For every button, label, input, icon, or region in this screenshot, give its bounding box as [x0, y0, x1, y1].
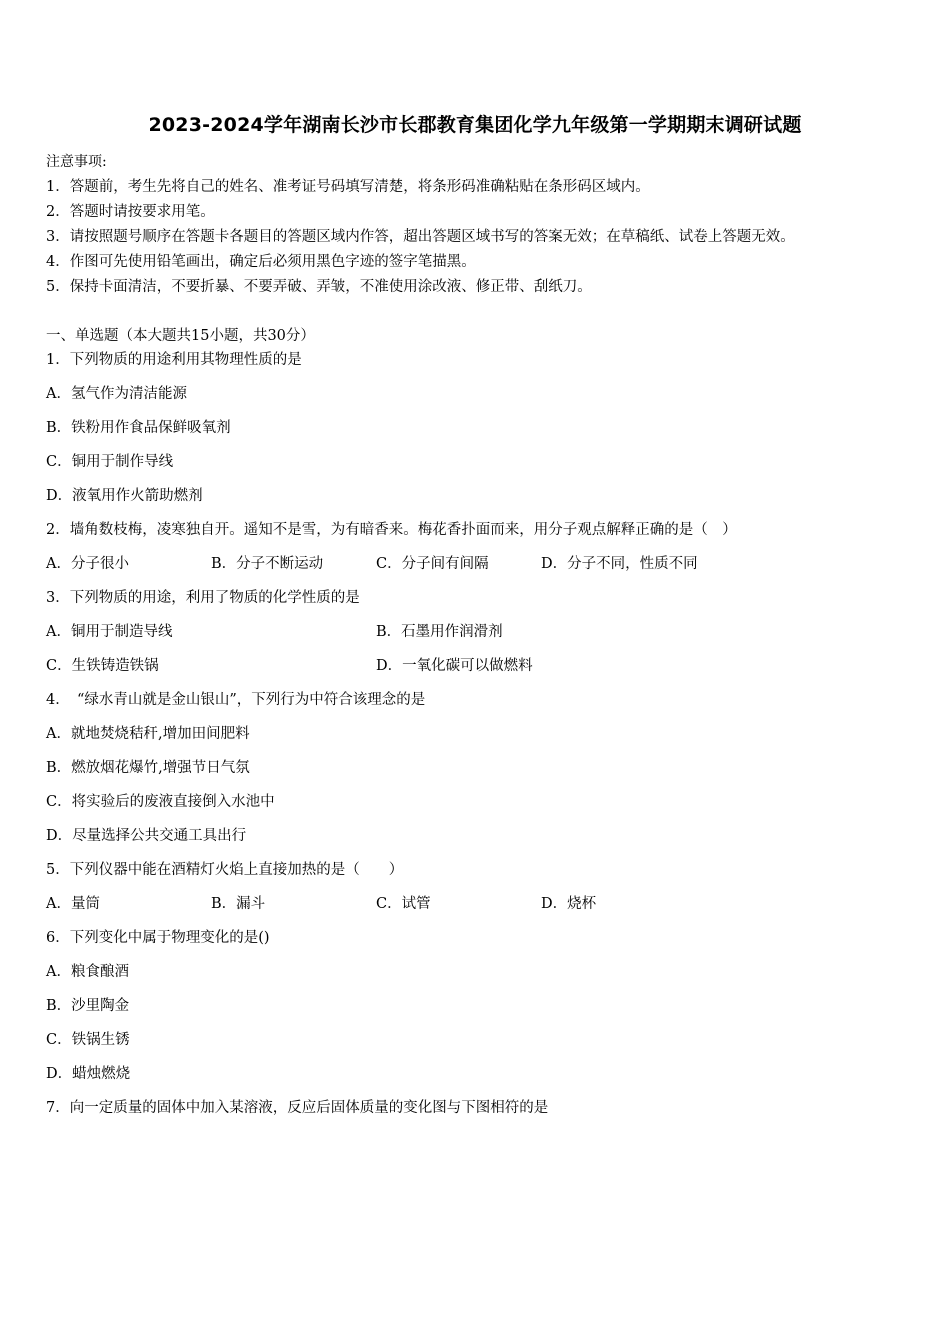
- notice-item-2: 2．答题时请按要求用笔。: [46, 204, 215, 220]
- question-5-option-a: A．量筒: [46, 896, 100, 912]
- question-2-option-c: C．分子间有间隔: [376, 556, 489, 572]
- question-7-stem: 7．向一定质量的固体中加入某溶液，反应后固体质量的变化图与下图相符的是: [46, 1100, 549, 1116]
- notice-item-4: 4．作图可先使用铅笔画出，确定后必须用黑色字迹的签字笔描黑。: [46, 254, 476, 270]
- question-5-option-b: B．漏斗: [211, 896, 266, 912]
- question-6-option-b: B．沙里陶金: [46, 998, 130, 1014]
- question-4-option-c: C．将实验后的废液直接倒入水池中: [46, 794, 275, 810]
- question-1-stem: 1．下列物质的用途利用其物理性质的是: [46, 352, 302, 368]
- notice-item-3: 3．请按照题号顺序在答题卡各题目的答题区域内作答，超出答题区域书写的答案无效；在草稿纸、试卷上答题无效。: [46, 229, 795, 245]
- question-1-option-d: D．液氧用作火箭助燃剂: [46, 488, 203, 504]
- question-3-option-d: D．一氧化碳可以做燃料: [376, 658, 533, 674]
- question-6-option-d: D．蜡烛燃烧: [46, 1066, 131, 1082]
- question-3-stem: 3．下列物质的用途，利用了物质的化学性质的是: [46, 590, 360, 606]
- question-3-option-b: B．石墨用作润滑剂: [376, 624, 503, 640]
- notice-heading: 注意事项:: [46, 154, 107, 170]
- question-2-stem: 2．墙角数枝梅，凌寒独自开。遥知不是雪，为有暗香来。梅花香扑面而来，用分子观点解释正确的是（ ）: [46, 522, 737, 538]
- question-3-option-a: A．铜用于制造导线: [46, 624, 173, 640]
- notice-item-1: 1．答题前，考生先将自己的姓名、准考证号码填写清楚，将条形码准确粘贴在条形码区域内。: [46, 179, 650, 195]
- notice-item-5: 5．保持卡面清洁，不要折暴、不要弄破、弄皱，不准使用涂改液、修正带、刮纸刀。: [46, 279, 592, 295]
- question-3-option-c: C．生铁铸造铁锅: [46, 658, 159, 674]
- question-5-stem: 5．下列仪器中能在酒精灯火焰上直接加热的是（ ）: [46, 862, 404, 878]
- question-1-option-b: B．铁粉用作食品保鲜吸氧剂: [46, 420, 231, 436]
- question-4-option-d: D．尽量选择公共交通工具出行: [46, 828, 247, 844]
- question-4-stem: 4． “绿水青山就是金山银山”，下列行为中符合该理念的是: [46, 692, 426, 708]
- question-2-option-b: B．分子不断运动: [211, 556, 324, 572]
- question-2-option-d: D．分子不同，性质不同: [541, 556, 698, 572]
- question-6-stem: 6．下列变化中属于物理变化的是(): [46, 930, 270, 946]
- question-6-option-a: A．粮食酿酒: [46, 964, 129, 980]
- question-1-option-a: A．氢气作为清洁能源: [46, 386, 187, 402]
- question-1-option-c: C．铜用于制作导线: [46, 454, 174, 470]
- question-5-option-c: C．试管: [376, 896, 431, 912]
- section-heading: 一、单选题（本大题共15小题，共30分）: [46, 328, 315, 344]
- question-4-option-b: B．燃放烟花爆竹,增强节日气氛: [46, 760, 250, 776]
- question-5-option-d: D．烧杯: [541, 896, 597, 912]
- question-2-option-a: A．分子很小: [46, 556, 129, 572]
- document-title: 2023-2024学年湖南长沙市长郡教育集团化学九年级第一学期期末调研试题: [148, 114, 802, 136]
- question-6-option-c: C．铁锅生锈: [46, 1032, 130, 1048]
- question-4-option-a: A．就地焚烧秸秆,增加田间肥料: [46, 726, 250, 742]
